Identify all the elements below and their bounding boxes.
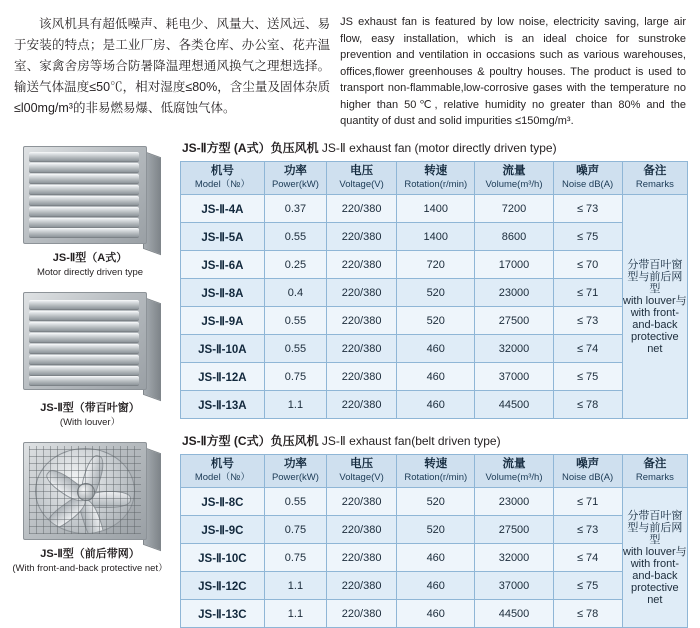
louver-blades-icon <box>29 152 139 236</box>
cell-rotation: 520 <box>397 488 475 516</box>
th-remarks <box>622 455 687 488</box>
description-chinese-text: 该风机具有超低噪声、耗电少、风量大、送风远、易于安装的特点；是工业厂房、各类仓库、办公室、花卉温室、家禽舍房等场合防暑降温理想通风换气之理想选择。输送气体温度≤50℃，相对湿度≤80%，含尘量及固体杂质≤l00mg/m³的非易燃易爆、低腐蚀气体。 <box>14 17 331 115</box>
cell-noise: ≤ 71 <box>553 488 622 516</box>
cell-remarks <box>622 488 687 628</box>
th-rotation <box>397 162 475 195</box>
th-volume-en: Volume(m³/h) <box>485 179 543 190</box>
th-noise-cn: 噪声 <box>576 458 600 470</box>
table-row <box>181 307 688 335</box>
cell-power: 1.1 <box>264 600 326 628</box>
th-voltage-cn: 电压 <box>350 458 374 470</box>
cell-power: 0.75 <box>264 516 326 544</box>
figure-caption-2-en: (With louver） <box>59 417 121 428</box>
cell-power: 1.1 <box>264 572 326 600</box>
cell-volume: 23000 <box>475 488 553 516</box>
cell-rotation: 460 <box>397 600 475 628</box>
cell-voltage: 220/380 <box>327 223 397 251</box>
cell-power: 0.75 <box>264 544 326 572</box>
figure-louver-front <box>0 140 180 280</box>
cell-model: JS-Ⅱ-12A <box>181 363 265 391</box>
table-1-title <box>182 140 692 156</box>
cell-power: 0.55 <box>264 335 326 363</box>
cell-noise: ≤ 73 <box>553 307 622 335</box>
fan-illustration-net <box>15 436 165 544</box>
cell-voltage: 220/380 <box>327 279 397 307</box>
cell-rotation: 460 <box>397 363 475 391</box>
cell-volume: 37000 <box>475 363 553 391</box>
cell-volume: 37000 <box>475 572 553 600</box>
table-2-title-cn: JS-Ⅱ方型 (C式）负压风机 <box>182 434 319 448</box>
cell-model: JS-Ⅱ-8C <box>181 488 265 516</box>
description-english: JS exhaust fan is featured by low noise, electricity saving, large air flow, easy installation, which is an ideal choice for sunstroke prevention and ventilation in occasions such as various warehouses, offices,flower greenhouses & poultry houses. The product is used to transport non-flammable,low-corrosive gases with the temperature no higher than 50℃, relative humidity no greater than 80% and the quantity of dust and solid impurities ≤150mg/m³. <box>340 16 686 127</box>
th-model-cn: 机号 <box>210 458 234 470</box>
table-header-row <box>181 455 688 488</box>
cell-model: JS-Ⅱ-9C <box>181 516 265 544</box>
cell-voltage: 220/380 <box>327 600 397 628</box>
th-model <box>181 455 265 488</box>
th-noise-en: Noise dB(A) <box>562 472 614 483</box>
th-model <box>181 162 265 195</box>
cell-rotation: 720 <box>397 251 475 279</box>
th-power <box>264 455 326 488</box>
th-remarks-cn: 备注 <box>643 165 667 177</box>
cell-volume: 8600 <box>475 223 553 251</box>
table-row <box>181 391 688 419</box>
th-model-cn: 机号 <box>210 165 234 177</box>
louver-blades-icon <box>29 298 139 382</box>
cell-model: JS-Ⅱ-4A <box>181 195 265 223</box>
cell-power: 0.55 <box>264 488 326 516</box>
cell-voltage: 220/380 <box>327 391 397 419</box>
figure-column <box>0 140 180 582</box>
description-chinese <box>14 14 340 130</box>
th-model-en: Model（№） <box>194 179 250 190</box>
cell-model: JS-Ⅱ-12C <box>181 572 265 600</box>
cell-voltage: 220/380 <box>327 572 397 600</box>
th-volume <box>475 162 553 195</box>
figure-caption-2 <box>0 401 180 430</box>
th-rotation-en: Rotation(r/min) <box>404 179 468 190</box>
th-volume <box>475 455 553 488</box>
cell-remarks-cn: 分带百叶窗型与前后网型 <box>627 258 683 295</box>
table-row <box>181 544 688 572</box>
th-remarks-en: Remarks <box>635 179 674 190</box>
cell-rotation: 460 <box>397 544 475 572</box>
cell-noise: ≤ 78 <box>553 600 622 628</box>
cell-model: JS-Ⅱ-5A <box>181 223 265 251</box>
cell-voltage: 220/380 <box>327 195 397 223</box>
figure-caption-1 <box>0 251 180 280</box>
spec-tables <box>180 140 692 628</box>
figure-caption-2-cn: JS-Ⅱ型（带百叶窗） <box>40 402 140 414</box>
table-1-title-cn: JS-Ⅱ方型 (A式）负压风机 <box>182 141 319 155</box>
table-row <box>181 488 688 516</box>
figure-protective-net <box>0 436 180 576</box>
th-noise <box>553 455 622 488</box>
cell-volume: 27500 <box>475 307 553 335</box>
cell-voltage: 220/380 <box>327 335 397 363</box>
cell-remarks-en: with louver与 with front-and-back protective net <box>623 545 687 606</box>
cell-voltage: 220/380 <box>327 251 397 279</box>
th-volume-cn: 流量 <box>502 458 526 470</box>
cell-power: 0.55 <box>264 307 326 335</box>
table-row <box>181 335 688 363</box>
cell-noise: ≤ 75 <box>553 572 622 600</box>
fan-illustration-with-louver <box>15 286 165 398</box>
cell-power: 1.1 <box>264 391 326 419</box>
th-rotation <box>397 455 475 488</box>
th-rotation-en: Rotation(r/min) <box>404 472 468 483</box>
figure-caption-3 <box>0 547 180 576</box>
table-1-title-en: JS-Ⅱ exhaust fan (motor directly driven type) <box>321 141 557 155</box>
table-row <box>181 279 688 307</box>
th-volume-cn: 流量 <box>502 165 526 177</box>
cell-volume: 17000 <box>475 251 553 279</box>
cell-power: 0.37 <box>264 195 326 223</box>
cell-model: JS-Ⅱ-8A <box>181 279 265 307</box>
th-voltage <box>327 455 397 488</box>
cell-model: JS-Ⅱ-13A <box>181 391 265 419</box>
figure-caption-3-en: (With front-and-back protective net） <box>12 563 168 574</box>
th-remarks-cn: 备注 <box>643 458 667 470</box>
cell-rotation: 520 <box>397 516 475 544</box>
cell-remarks <box>622 195 687 419</box>
cell-volume: 44500 <box>475 391 553 419</box>
cell-noise: ≤ 71 <box>553 279 622 307</box>
th-noise <box>553 162 622 195</box>
th-power-en: Power(kW) <box>271 472 319 483</box>
cell-volume: 27500 <box>475 516 553 544</box>
th-power-en: Power(kW) <box>271 179 319 190</box>
cell-noise: ≤ 75 <box>553 223 622 251</box>
cell-rotation: 1400 <box>397 223 475 251</box>
cell-noise: ≤ 73 <box>553 516 622 544</box>
th-rotation-cn: 转速 <box>424 458 448 470</box>
cell-rotation: 460 <box>397 335 475 363</box>
cell-volume: 23000 <box>475 279 553 307</box>
cell-voltage: 220/380 <box>327 544 397 572</box>
th-remarks-en: Remarks <box>635 472 674 483</box>
cell-rotation: 460 <box>397 572 475 600</box>
cell-power: 0.4 <box>264 279 326 307</box>
table-row <box>181 600 688 628</box>
table-row <box>181 223 688 251</box>
th-noise-cn: 噪声 <box>576 165 600 177</box>
figure-louver <box>0 286 180 430</box>
table-2-title-en: JS-Ⅱ exhaust fan(belt driven type) <box>321 434 501 448</box>
cell-voltage: 220/380 <box>327 307 397 335</box>
table-2-title <box>182 433 692 449</box>
th-volume-en: Volume(m³/h) <box>485 472 543 483</box>
figure-caption-3-cn: JS-Ⅱ型（前后带网） <box>40 548 140 560</box>
cell-model: JS-Ⅱ-10A <box>181 335 265 363</box>
table-row <box>181 516 688 544</box>
table-row <box>181 195 688 223</box>
th-voltage-cn: 电压 <box>350 165 374 177</box>
table-motor-directly-driven <box>180 161 688 419</box>
cell-model: JS-Ⅱ-10C <box>181 544 265 572</box>
cell-rotation: 520 <box>397 307 475 335</box>
fan-illustration-louver <box>15 140 165 248</box>
th-power-cn: 功率 <box>283 458 307 470</box>
cell-power: 0.75 <box>264 363 326 391</box>
cell-model: JS-Ⅱ-9A <box>181 307 265 335</box>
cell-noise: ≤ 74 <box>553 335 622 363</box>
cell-model: JS-Ⅱ-6A <box>181 251 265 279</box>
th-rotation-cn: 转速 <box>424 165 448 177</box>
cell-volume: 44500 <box>475 600 553 628</box>
table-2-body <box>181 488 688 628</box>
th-voltage <box>327 162 397 195</box>
cell-noise: ≤ 73 <box>553 195 622 223</box>
th-power <box>264 162 326 195</box>
cell-model: JS-Ⅱ-13C <box>181 600 265 628</box>
th-remarks <box>622 162 687 195</box>
cell-noise: ≤ 78 <box>553 391 622 419</box>
cell-power: 0.25 <box>264 251 326 279</box>
table-header-row <box>181 162 688 195</box>
cell-voltage: 220/380 <box>327 363 397 391</box>
cell-rotation: 1400 <box>397 195 475 223</box>
protective-net-icon <box>29 446 141 534</box>
th-power-cn: 功率 <box>283 165 307 177</box>
cell-volume: 32000 <box>475 335 553 363</box>
cell-volume: 7200 <box>475 195 553 223</box>
th-voltage-en: Voltage(V) <box>339 472 384 483</box>
table-belt-driven <box>180 454 688 628</box>
description-section <box>0 0 700 130</box>
th-voltage-en: Voltage(V) <box>339 179 384 190</box>
cell-remarks-cn: 分带百叶窗型与前后网型 <box>627 509 683 546</box>
cell-remarks-en: with louver与 with front-and-back protective net <box>623 294 687 355</box>
th-noise-en: Noise dB(A) <box>562 179 614 190</box>
figure-caption-1-cn: JS-Ⅱ型（A式） <box>52 252 128 264</box>
cell-voltage: 220/380 <box>327 488 397 516</box>
cell-noise: ≤ 75 <box>553 363 622 391</box>
table-1-body <box>181 195 688 419</box>
figure-caption-1-en: Motor directly driven type <box>36 267 144 278</box>
th-model-en: Model（№） <box>194 472 250 483</box>
cell-rotation: 460 <box>397 391 475 419</box>
cell-noise: ≤ 70 <box>553 251 622 279</box>
cell-voltage: 220/380 <box>327 516 397 544</box>
cell-noise: ≤ 74 <box>553 544 622 572</box>
table-row <box>181 363 688 391</box>
cell-volume: 32000 <box>475 544 553 572</box>
cell-rotation: 520 <box>397 279 475 307</box>
cell-power: 0.55 <box>264 223 326 251</box>
table-row <box>181 572 688 600</box>
table-row <box>181 251 688 279</box>
table-spacer <box>180 419 692 433</box>
